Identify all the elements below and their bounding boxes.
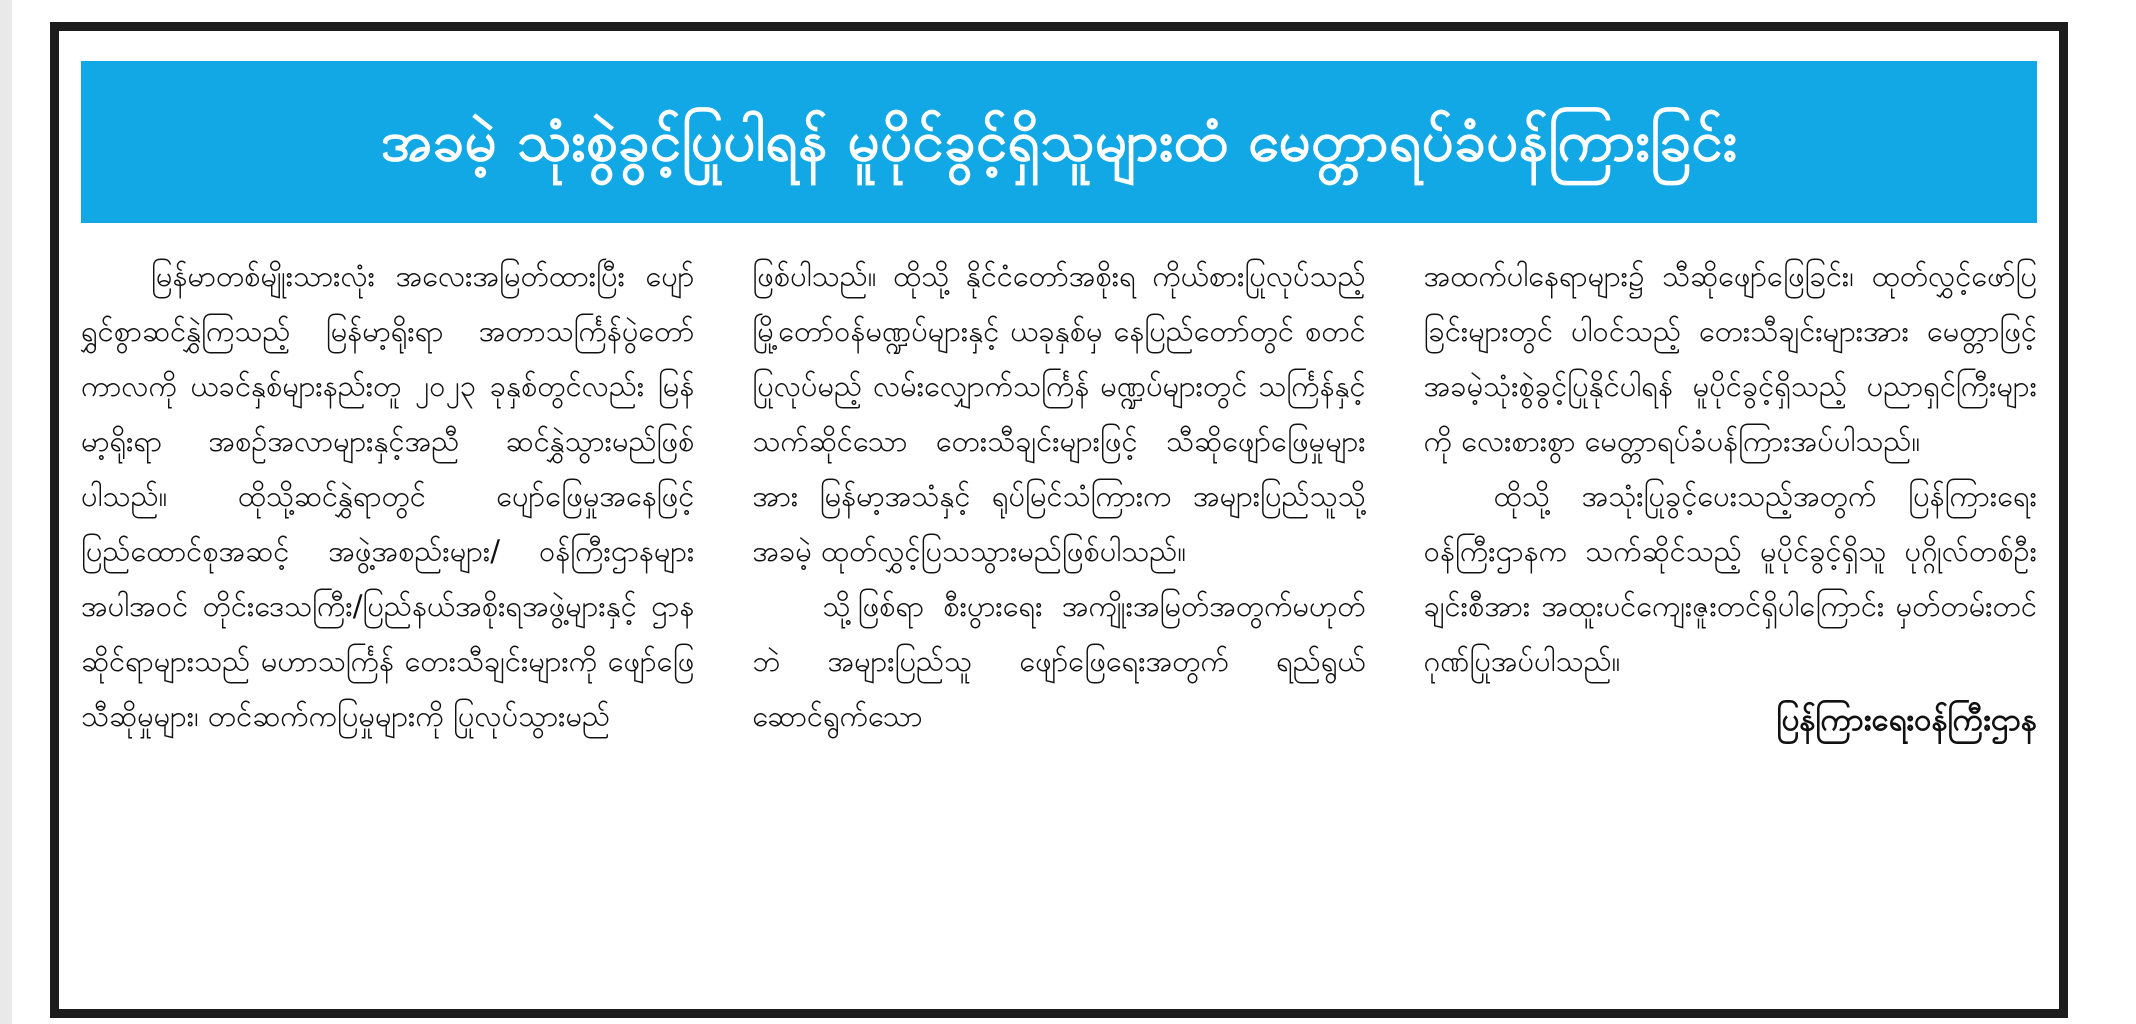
body-paragraph-continued: အထက်ပါနေရာများ၌ သီဆိုဖျော်ဖြေခြင်း၊ ထုတ်လွှင့်ဖော်ပြခြင်းများတွင် ပါဝင်သည့် တေးသီချင်းများအား မေတ္တာဖြင့် အခမဲ့သုံးစွဲခွင့်ပြုနိုင်ပါရန် မူပိုင်ခွင့်ရှိသည့် ပညာရှင်ကြီးများကို လေးစားစွာ မေတ္တာရပ်ခံပန်ကြားအပ်ပါသည်။ <box>1423 259 2037 458</box>
body-columns <box>81 249 2037 1001</box>
body-paragraph-continued: ဖြစ်ပါသည်။ ထိုသို့ နိုင်ငံတော်အစိုးရ ကိုယ်စားပြုလုပ်သည့် မြို့တော်ဝန်မဏ္ဍပ်များနှင့် ယခုနှစ်မှ နေပြည်တော်တွင် စတင်ပြုလုပ်မည့် လမ်းလျှောက်သင်္ကြန် မဏ္ဍပ်များတွင် သင်္ကြန်နှင့်သက်ဆိုင်သော တေးသီချင်းများဖြင့် သီဆိုဖျော်ဖြေမှုများအား မြန်မာ့အသံနှင့် ရုပ်မြင်သံကြားက အများပြည်သူသို့ အခမဲ့ ထုတ်လွှင့်ပြသသွားမည်ဖြစ်ပါသည်။ <box>752 259 1366 568</box>
column-2 <box>752 249 1365 1001</box>
announcement-frame <box>50 22 2068 1018</box>
announcement-title: အခမဲ့ သုံးစွဲခွင့်ပြုပါရန် မူပိုင်ခွင့်ရှိသူများထံ မေတ္တာရပ်ခံပန်ကြားခြင်း <box>380 109 1738 175</box>
column-1 <box>81 249 694 1001</box>
page-edge-strip <box>0 0 12 1024</box>
body-paragraph: မြန်မာတစ်မျိုးသားလုံး အလေးအမြတ်ထားပြီး ပျော်ရွှင်စွာဆင်နွှဲကြသည့် မြန်မာ့ရိုးရာ အတာသင်္ကြန်ပွဲတော်ကာလကို ယခင်နှစ်များနည်းတူ ၂၀၂၃ ခုနှစ်တွင်လည်း မြန်မာ့ရိုးရာ အစဉ်အလာများနှင့်အညီ ဆင်နွှဲသွားမည်ဖြစ်ပါသည်။ ထိုသို့ဆင်နွှဲရာတွင် ပျော်ဖြေမှုအနေဖြင့် ပြည်ထောင်စုအဆင့် အဖွဲ့အစည်းများ/ ဝန်ကြီးဌာနများအပါအဝင် တိုင်းဒေသကြီး/ပြည်နယ်အစိုးရအဖွဲ့များနှင့် ဌာနဆိုင်ရာများသည် မဟာသင်္ကြန် တေးသီချင်းများကို ဖျော်ဖြေသီဆိုမှုများ၊ တင်ဆက်ကပြမှုများကို ပြုလုပ်သွားမည် <box>81 259 695 733</box>
body-paragraph: သို့ဖြစ်ရာ စီးပွားရေး အကျိုးအမြတ်အတွက်မဟုတ်ဘဲ အများပြည်သူ ဖျော်ဖြေရေးအတွက် ရည်ရွယ်ဆောင်ရွက်သော <box>752 589 1366 733</box>
issuer-signature: ပြန်ကြားရေးဝန်ကြီးဌာန <box>1776 702 2037 738</box>
body-paragraph: ထိုသို့ အသုံးပြုခွင့်ပေးသည့်အတွက် ပြန်ကြားရေးဝန်ကြီးဌာနက သက်ဆိုင်သည့် မူပိုင်ခွင့်ရှိသူ ပုဂ္ဂိုလ်တစ်ဦးချင်းစီအား အထူးပင်ကျေးဇူးတင်ရှိပါကြောင်း မှတ်တမ်းတင် ဂုဏ်ပြုအပ်ပါသည်။ <box>1423 479 2037 678</box>
headline-banner <box>81 61 2037 223</box>
column-3 <box>1424 249 2037 1001</box>
